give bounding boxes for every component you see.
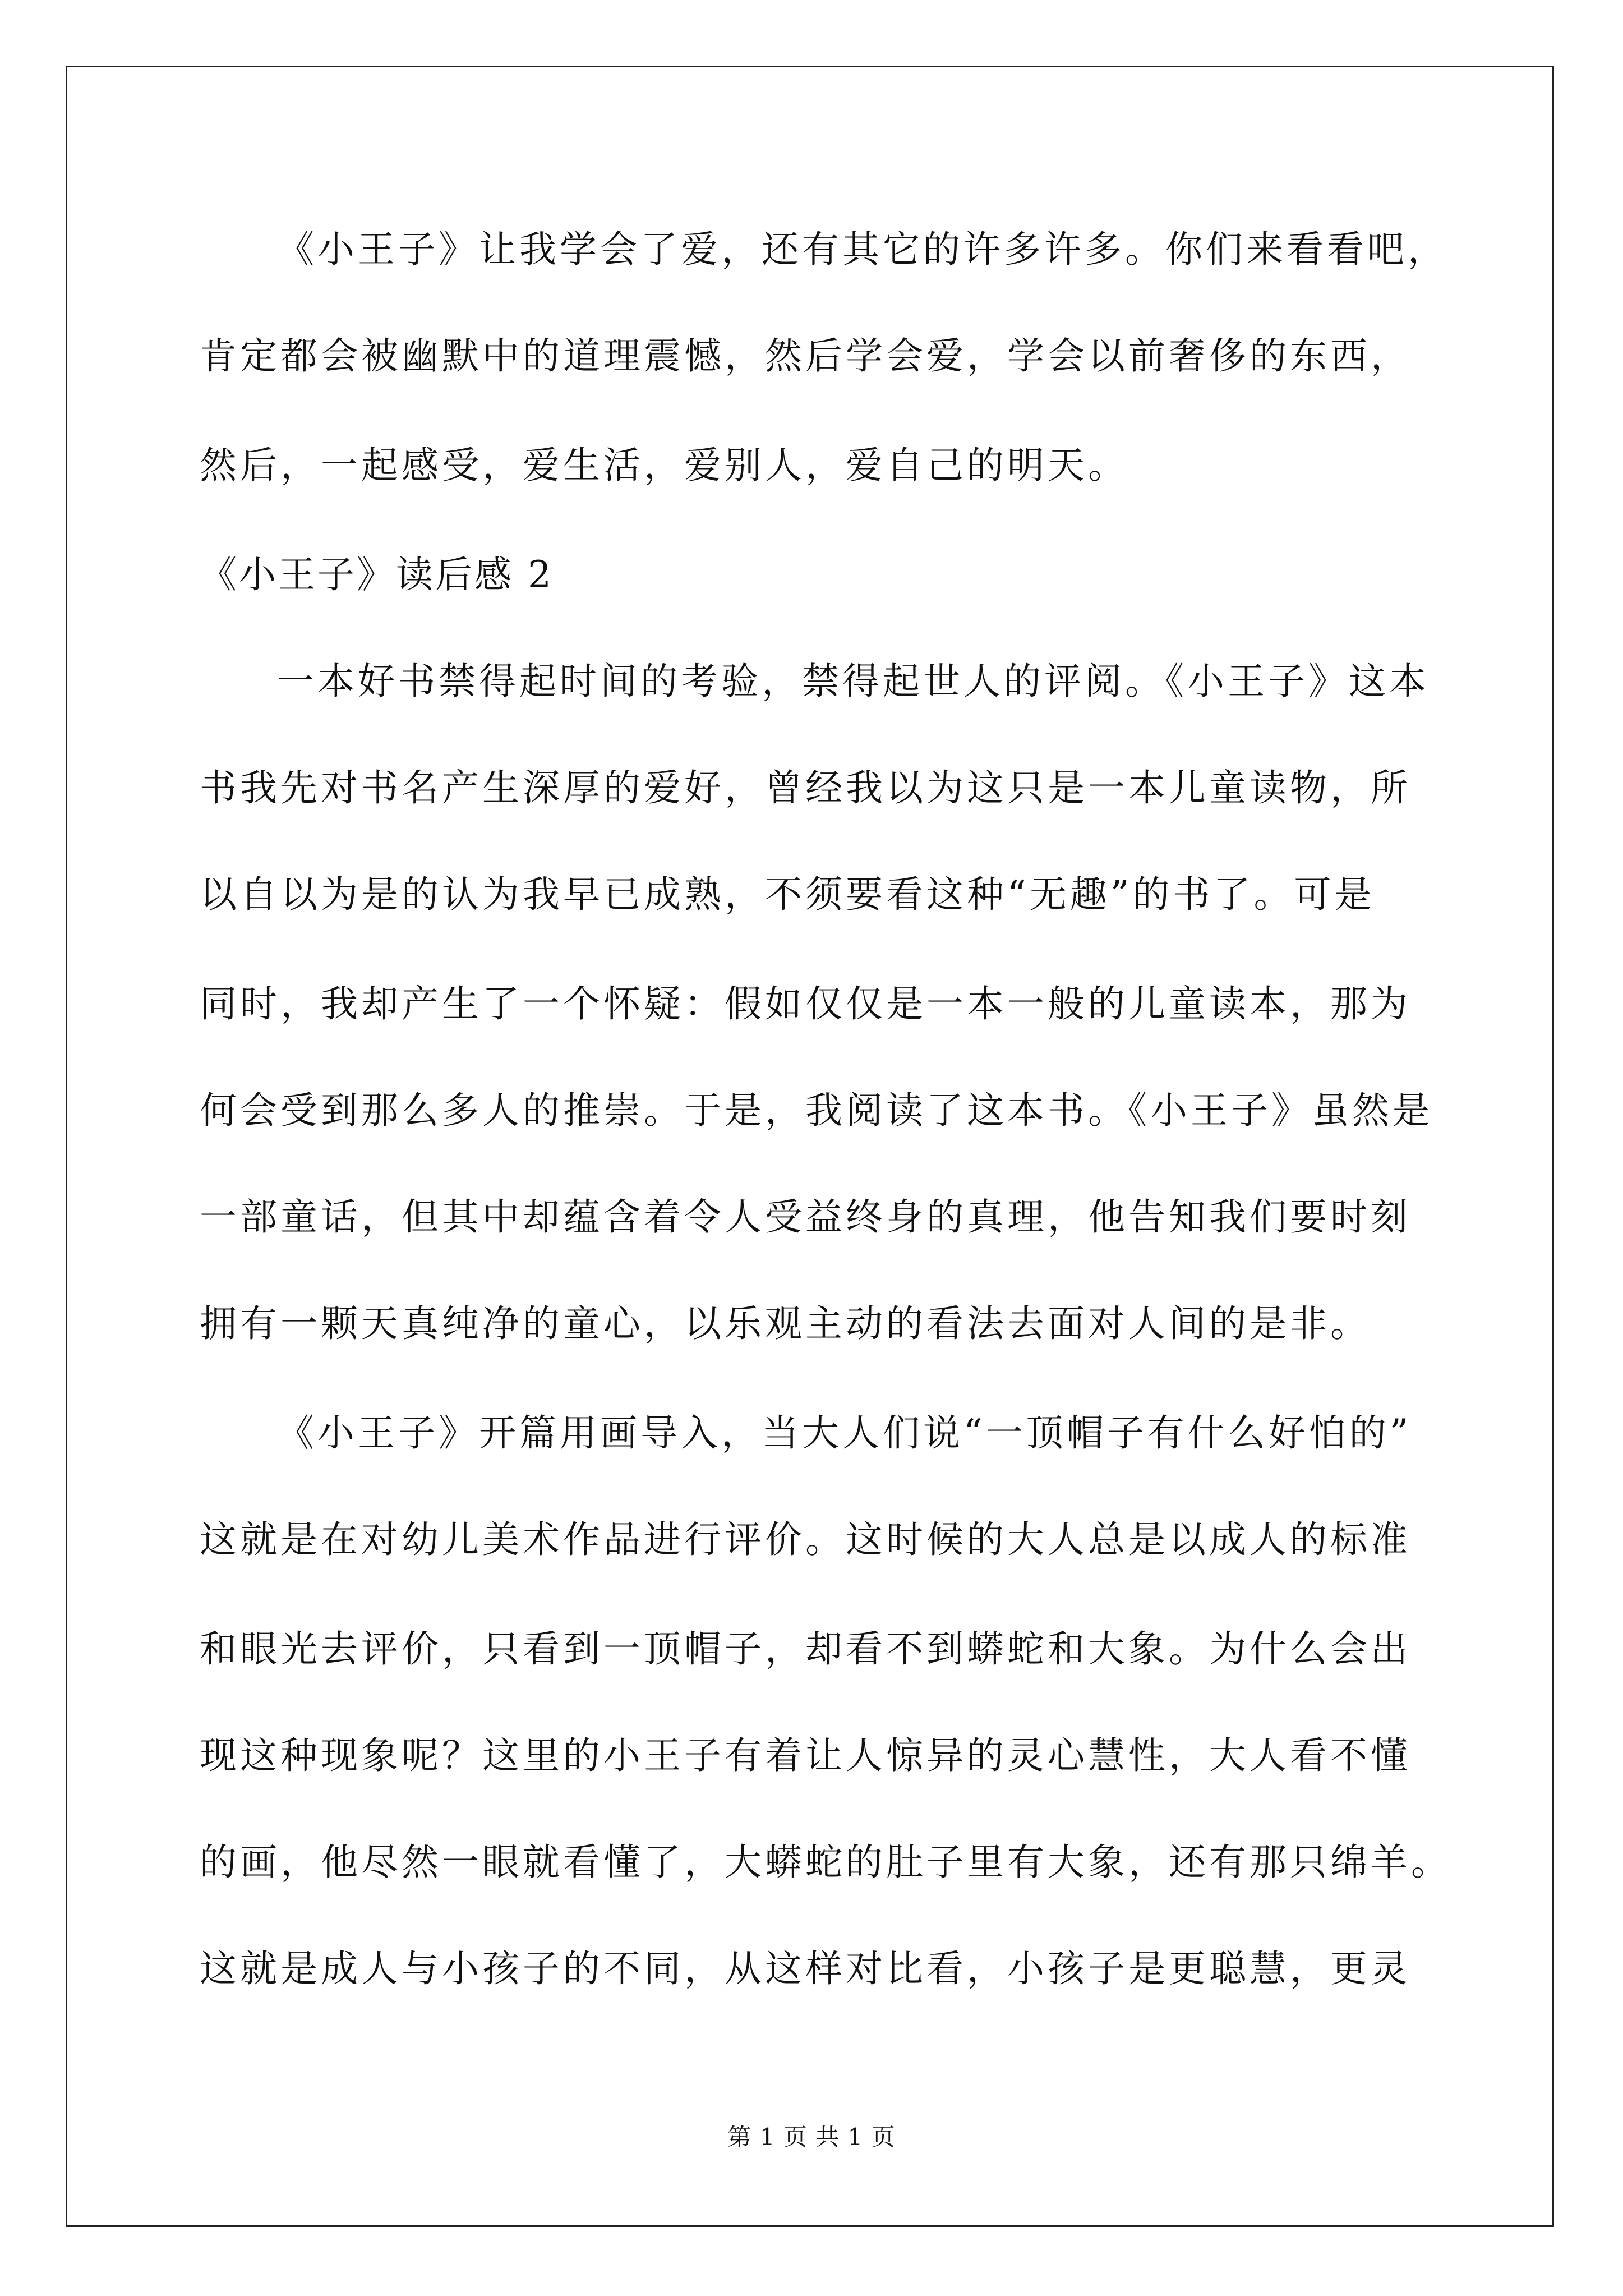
text-line: 以自以为是的认为我早已成熟，不须要看这种“无趣”的书了。可是 [200, 873, 1375, 916]
section-heading: 《小王子》读后感 2 [200, 553, 554, 596]
text-line: 然后，一起感受，爱生活，爱别人，爱自己的明天。 [200, 444, 1128, 487]
text-line: 何会受到那么多人的推崇。于是，我阅读了这本书。《小王子》虽然是 [200, 1089, 1433, 1132]
text-line: 书我先对书名产生深厚的爱好，曾经我以为这只是一本儿童读物，所 [200, 766, 1411, 809]
text-line: 这就是成人与小孩子的不同，从这样对比看，小孩子是更聪慧，更灵 [200, 1947, 1411, 1990]
text-line: 《小王子》让我学会了爱，还有其它的许多许多。你们来看看吧， [277, 228, 1448, 271]
text-line: 一本好书禁得起时间的考验，禁得起世人的评阅。《小王子》这本 [277, 660, 1430, 703]
text-line: 《小王子》开篇用画导入，当大人们说“一顶帽子有什么好怕的” [277, 1411, 1412, 1455]
text-line: 一部童话，但其中却蕴含着令人受益终身的真理，他告知我们要时刻 [200, 1195, 1411, 1239]
text-line: 拥有一颗天真纯净的童心，以乐观主动的看法去面对人间的是非。 [200, 1302, 1371, 1345]
text-line: 和眼光去评价，只看到一顶帽子，却看不到蟒蛇和大象。为什么会出 [200, 1627, 1411, 1671]
text-line: 的画，他尽然一眼就看懂了，大蟒蛇的肚子里有大象，还有那只绵羊。 [200, 1841, 1451, 1884]
page-border [66, 66, 1554, 2227]
text-line: 同时，我却产生了一个怀疑：假如仅仅是一本一般的儿童读本，那为 [200, 982, 1411, 1025]
text-line: 肯定都会被幽默中的道理震憾，然后学会爱，学会以前奢侈的东西， [200, 334, 1411, 378]
text-line: 这就是在对幼儿美术作品进行评价。这时候的大人总是以成人的标准 [200, 1518, 1411, 1561]
page-footer: 第 1 页 共 1 页 [727, 2123, 896, 2151]
text-line: 现这种现象呢？这里的小王子有着让人惊异的灵心慧性，大人看不懂 [200, 1734, 1411, 1777]
